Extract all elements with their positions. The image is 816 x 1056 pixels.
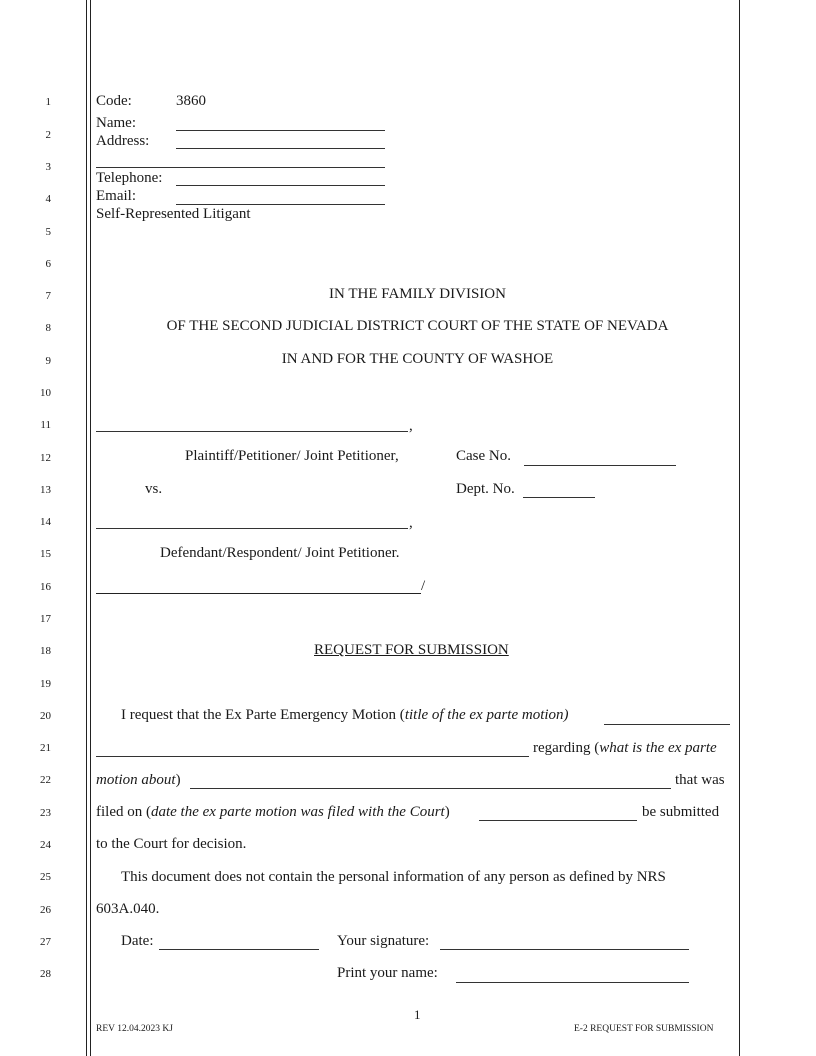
request-text: regarding ( (533, 740, 600, 756)
line-number: 24 (40, 839, 51, 851)
line-number: 18 (40, 645, 51, 657)
motion-title-field[interactable] (604, 724, 730, 725)
address-field[interactable] (176, 148, 385, 149)
line-number: 27 (40, 936, 51, 948)
form-id-label: E-2 REQUEST FOR SUBMISSION (574, 1024, 714, 1034)
filed-date-field[interactable] (479, 820, 637, 821)
request-line-4 (96, 804, 450, 821)
address-line-2-field[interactable] (96, 167, 385, 168)
request-line-2 (533, 740, 717, 757)
line-number: 10 (40, 387, 51, 399)
code-label: Code: (96, 93, 132, 109)
line-number: 12 (40, 452, 51, 464)
line-number: 26 (40, 904, 51, 916)
line-number: 5 (45, 226, 51, 238)
margin-rule-right (739, 0, 740, 1056)
caption-closing-rule (96, 593, 421, 594)
litigant-label: Self-Represented Litigant (96, 206, 251, 222)
print-name-field[interactable] (456, 982, 689, 983)
request-line-3 (96, 772, 181, 789)
line-number: 8 (45, 322, 51, 334)
court-line-2: OF THE SECOND JUDICIAL DISTRICT COURT OF THE STATE OF NEVADA (166, 318, 669, 334)
request-text: to the Court for decision. (96, 836, 247, 852)
line-number: 9 (45, 355, 51, 367)
name-label: Name: (96, 115, 136, 131)
line-number: 20 (40, 710, 51, 722)
line-number: 4 (45, 193, 51, 205)
case-number-field[interactable] (524, 465, 676, 466)
line-number: 16 (40, 581, 51, 593)
request-text: filed on ( (96, 804, 151, 820)
line-number: 6 (45, 258, 51, 270)
telephone-label: Telephone: (96, 170, 163, 186)
line-number: 28 (40, 968, 51, 980)
versus-label: vs. (145, 481, 163, 497)
court-line-1: IN THE FAMILY DIVISION (329, 286, 506, 302)
signature-label: Your signature: (337, 933, 430, 949)
date-label: Date: (121, 933, 154, 949)
request-line-1 (121, 707, 569, 724)
print-name-label: Print your name: (337, 965, 438, 981)
privacy-text: This document does not contain the personal information of any person as defined by NRS (121, 869, 666, 885)
request-text: ) (444, 804, 450, 820)
defendant-name-field[interactable] (96, 528, 408, 529)
name-field[interactable] (176, 130, 385, 131)
email-label: Email: (96, 188, 136, 204)
request-text: I request that the Ex Parte Emergency Motion ( (121, 707, 405, 723)
request-italic-hint: title of the ex parte motion) (404, 707, 569, 723)
request-italic-hint: date the ex parte motion was filed with the Court (150, 804, 445, 820)
request-text: ) (175, 772, 181, 788)
case-number-label: Case No. (456, 448, 511, 464)
line-number: 23 (40, 807, 51, 819)
privacy-text: 603A.040. (96, 901, 160, 917)
line-number: 14 (40, 516, 51, 528)
line-number: 1 (45, 96, 51, 108)
revision-label: REV 12.04.2023 KJ (96, 1024, 173, 1034)
line-number: 7 (45, 290, 51, 302)
line-number: 17 (40, 613, 51, 625)
request-italic-hint: what is the ex parte (599, 740, 717, 756)
motion-title-field-continued[interactable] (96, 756, 529, 757)
line-number: 13 (40, 484, 51, 496)
request-text: be submitted (642, 804, 720, 820)
request-italic-hint: motion about (96, 772, 176, 788)
signature-field[interactable] (440, 949, 689, 950)
motion-about-field[interactable] (190, 788, 671, 789)
line-number: 19 (40, 678, 51, 690)
code-value: 3860 (176, 93, 206, 109)
caption-slash: / (421, 578, 426, 594)
line-number: 15 (40, 548, 51, 560)
defendant-label: Defendant/Respondent/ Joint Petitioner. (160, 545, 400, 561)
address-label: Address: (96, 133, 150, 149)
page-number: 1 (414, 1007, 421, 1022)
caption-comma: , (409, 418, 413, 434)
line-number: 3 (45, 161, 51, 173)
request-text: that was (675, 772, 725, 788)
line-number: 25 (40, 871, 51, 883)
plaintiff-label: Plaintiff/Petitioner/ Joint Petitioner, (185, 448, 399, 464)
line-number: 2 (45, 129, 51, 141)
caption-comma: , (409, 515, 413, 531)
plaintiff-name-field[interactable] (96, 431, 408, 432)
dept-number-label: Dept. No. (456, 481, 515, 497)
margin-rule-left-outer (86, 0, 87, 1056)
line-number: 22 (40, 774, 51, 786)
line-number: 21 (40, 742, 51, 754)
date-field[interactable] (159, 949, 319, 950)
line-number: 11 (40, 419, 51, 431)
email-field[interactable] (176, 204, 385, 205)
margin-rule-left-inner (90, 0, 91, 1056)
telephone-field[interactable] (176, 185, 385, 186)
document-title: REQUEST FOR SUBMISSION (314, 642, 509, 658)
court-line-3: IN AND FOR THE COUNTY OF WASHOE (281, 351, 554, 367)
dept-number-field[interactable] (523, 497, 595, 498)
